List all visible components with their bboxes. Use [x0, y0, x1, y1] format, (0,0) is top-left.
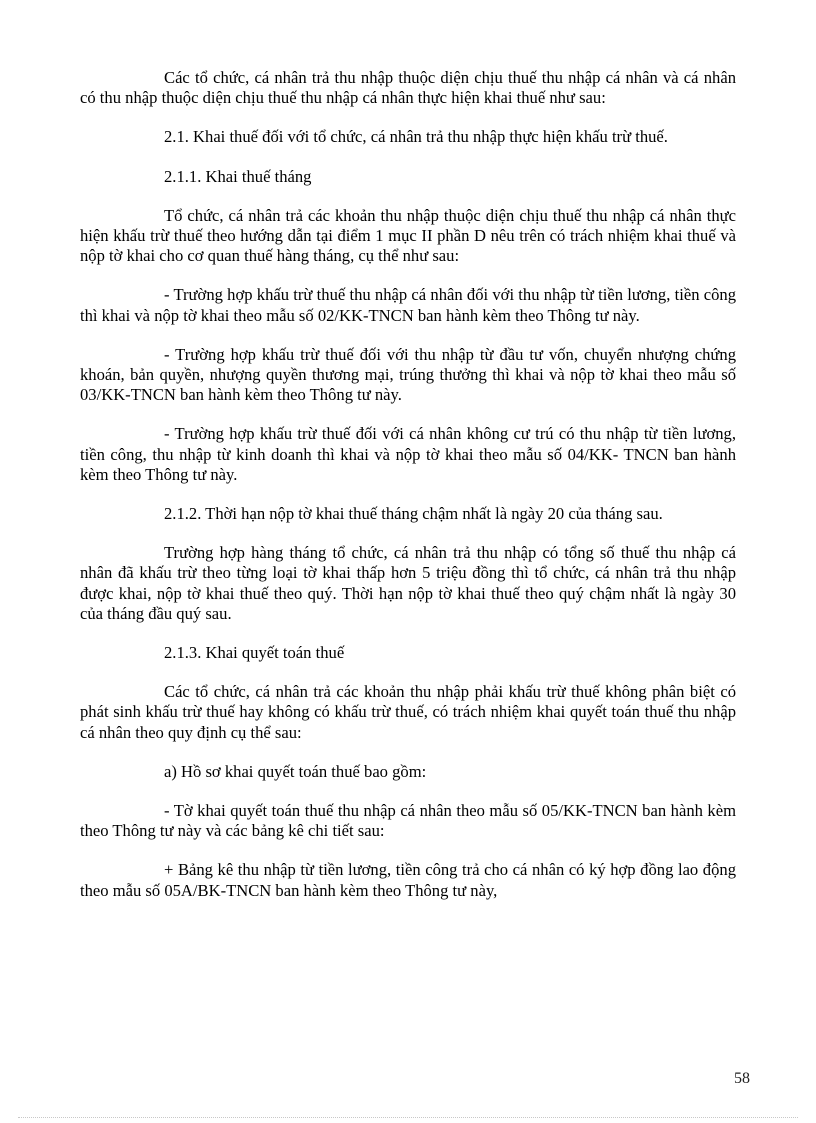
- paragraph-intro: Các tổ chức, cá nhân trả thu nhập thuộc diện chịu thuế thu nhập cá nhân và cá nhân có thu nhập thuộc diện chịu thuế thu nhập cá nhân thực hiện khai thuế như sau:: [80, 68, 736, 108]
- paragraph-section-2-1: 2.1. Khai thuế đối với tổ chức, cá nhân trả thu nhập thực hiện khấu trừ thuế.: [164, 127, 668, 147]
- bullet-investment-withholding: - Trường hợp khấu trừ thuế đối với thu nhập từ đầu tư vốn, chuyển nhượng chứng khoán, bản quyền, nhượng quyền thương mại, trúng thưởng thì khai và nộp tờ khai theo mẫu số 03/KK-TNCN ban hành kèm theo Thông tư này.: [80, 344, 736, 405]
- footer-divider: [18, 1117, 798, 1118]
- body-text: [80, 68, 736, 920]
- bullet-salary-withholding: - Trường hợp khấu trừ thuế thu nhập cá nhân đối với thu nhập từ tiền lương, tiền công thì khai và nộp tờ khai theo mẫu số 02/KK-TNCN ban hành kèm theo Thông tư này.: [80, 285, 736, 325]
- paragraph-2-1-2-deadline: 2.1.2. Thời hạn nộp tờ khai thuế tháng chậm nhất là ngày 20 của tháng sau.: [164, 504, 663, 524]
- bullet-nonresident-withholding: - Trường hợp khấu trừ thuế đối với cá nhân không cư trú có thu nhập từ tiền lương, tiền công, thu nhập từ kinh doanh thì khai và nộp tờ khai theo mẫu số 04/KK- TNCN ban hành kèm theo Thông tư này.: [80, 424, 736, 484]
- paragraph-quarterly-declaration: Trường hợp hàng tháng tổ chức, cá nhân trả thu nhập có tổng số thuế thu nhập cá nhân đã khấu trừ theo từng loại tờ khai thấp hơn 5 triệu đồng thì tổ chức, cá nhân trả thu nhập được khai, nộp tờ khai thuế theo quý. Thời hạn nộp tờ khai thuế theo quý chậm nhất là ngày 30 của tháng đầu quý sau.: [80, 543, 736, 623]
- page-number: 58: [734, 1070, 750, 1087]
- bullet-income-list-05a: + Bảng kê thu nhập từ tiền lương, tiền công trả cho cá nhân có ký hợp đồng lao động theo mẫu số 05A/BK-TNCN ban hành kèm theo Thông tư này,: [80, 860, 736, 900]
- paragraph-dossier-a: a) Hồ sơ khai quyết toán thuế bao gồm:: [164, 761, 427, 781]
- bullet-finalization-form: - Tờ khai quyết toán thuế thu nhập cá nhân theo mẫu số 05/KK-TNCN ban hành kèm theo Thông tư này và các bảng kê chi tiết sau:: [80, 801, 736, 841]
- paragraph-finalization-obligation: Các tổ chức, cá nhân trả các khoản thu nhập phải khấu trừ thuế không phân biệt có phát sinh khấu trừ thuế hay không có khấu trừ thuế, có trách nhiệm khai quyết toán thuế thu nhập cá nhân theo quy định cụ thể sau:: [80, 682, 736, 742]
- heading-2-1-3: 2.1.3. Khai quyết toán thuế: [164, 643, 345, 663]
- heading-2-1-1: 2.1.1. Khai thuế tháng: [164, 166, 312, 186]
- paragraph-monthly-declaration: Tổ chức, cá nhân trả các khoản thu nhập thuộc diện chịu thuế thu nhập cá nhân thực hiện khấu trừ thuế theo hướng dẫn tại điểm 1 mục II phần D nêu trên có trách nhiệm khai thuế và nộp tờ khai cho cơ quan thuế hàng tháng, cụ thể như sau:: [80, 205, 736, 266]
